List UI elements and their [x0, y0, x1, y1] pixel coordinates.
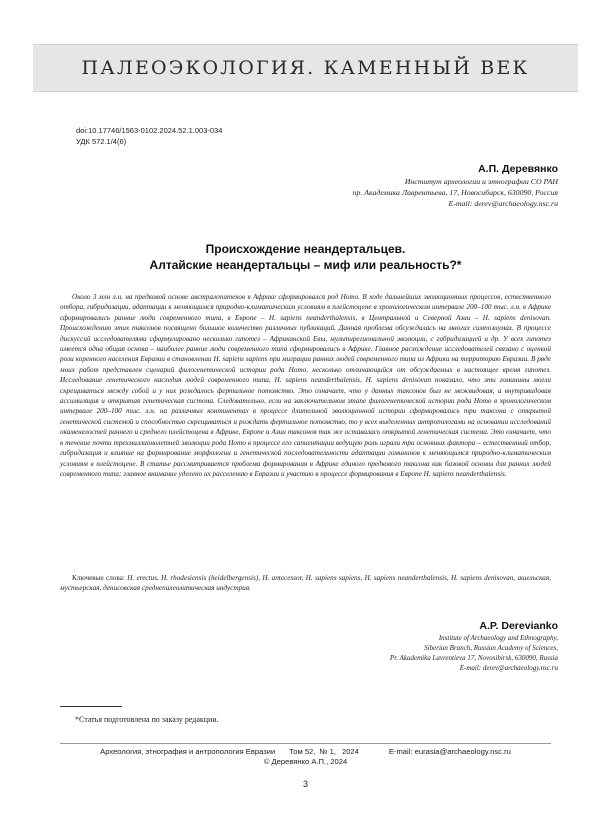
title-line-1: Происхождение неандертальцев. [205, 242, 406, 256]
title-line-2: Алтайские неандертальцы – миф или реальность?* [149, 258, 462, 272]
keywords [60, 573, 551, 594]
affiliation-ru: Институт археологии и этнографии СО РАН [404, 177, 558, 186]
address-ru: пр. Академика Лаврентьева, 17, Новосибирск, 630090, Россия [352, 188, 558, 197]
udk-text: УДК 572.1/4(6) [76, 136, 127, 146]
section-header-band [33, 44, 578, 92]
journal-name: Археология, этнография и антропология Евразии [100, 747, 276, 756]
keywords-text: H. erectus, H. rhodesiensis (heidelbergensis), H. antecessor, H. sapiens sapiens, H. sapiens neanderthalensis, H. sapiens denisovan, ашельская, мустьерская, денисовская среднепалеолитическая индустрия. [60, 574, 551, 593]
email-en: E-mail: derev@archaeology.nsc.ru [459, 664, 558, 672]
address-en: Pr. Akademika Lavrentieva 17, Novosibirsk, 630090, Russia [390, 654, 558, 662]
footer-journal-row [60, 747, 551, 757]
issue: № 1, [319, 747, 336, 756]
article-title [60, 241, 551, 273]
year: 2024 [341, 747, 359, 756]
keywords-label: Ключевые слова: [72, 574, 125, 582]
author-block-ru [353, 163, 558, 209]
page-footer [60, 747, 551, 767]
author-name-en: A.P. Derevianko [479, 620, 558, 632]
doi-text: doi:10.17746/1563-0102.2024.52.1.003-034 [76, 126, 223, 135]
footer-divider [60, 743, 551, 744]
author-block-en [390, 620, 558, 673]
copyright: © Деревянко А.П., 2024 [263, 757, 348, 766]
volume: Том 52, [289, 747, 316, 756]
footnote: *Статья подготовлена по заказу редакции. [75, 715, 219, 724]
section-title: ПАЛЕОЭКОЛОГИЯ. КАМЕННЫЙ ВЕК [81, 57, 530, 79]
email-ru: E-mail: derev@archaeology.nsc.ru [448, 199, 558, 208]
journal-email: E-mail: eurasia@archaeology.nsc.ru [388, 747, 511, 756]
article-meta [76, 126, 222, 147]
affiliation-en-1: Institute of Archaeology and Ethnography, [438, 634, 558, 642]
abstract: Около 3 млн л.н. на предковой основе австралопитеков в Африке сформировался род Homo. В ходе дальнейших эволюционных процессов, естественного отбора, гибридизации, адаптации к меняющимся природно-климатическим условиям в плейстоцене в хронологическом интервале 200–100 тыс. л.н. в Африке сформировались ранние люди современного типа, в Европе – H. sapiens neanderthalensis, в Центральной и Северной Азии – H. sapiens denisovan. Происхождению этих таксонов посвящено большое количество различных публикаций. Данная проблема обсуждалась на многих симпозиумах. В процессе дискуссий исследователями сформулировано несколько гипотез – Африканской Евы, мультирегиональной эволюции, с гибридизацией и др. У всех гипотез имеется одна общая основа – наиболее ранние люди современного типа сформировались в Африке. Главное расхождение исследователей связано с оценкой роли коренного населения Евразии в становлении H. sapiens sapiens при миграции ранних людей современного типа из Африки на территорию Евразии. В ряде моих работ представлен сценарий филогенетической истории рода Homo, несколько отличающийся от обсуждаемых в настоящее время гипотез. Исследование генетического наследия людей современного типа, H. sapiens neanderthalensis, H. sapiens denisovan показало, что эти гоминины могли скрещиваться между собой и у них рождалось фертильное потомство. Это означает, что у данных таксонов был не межвидовая, а внутривидовая ассимиляция и открытая генетическая система. Следовательно, если на заключительном этапе филогенетической истории рода Homo в хронологическом интервале 200–100 тыс. л.н. на различных континентах в процессе длительной эволюционной истории сформировались три таксона с открытой генетической системой и способностью скрещиваться и рождать фертильное потомство, то у всех выделенных антропологами на основании исследований окаменелостей раннего и среднего плейстоцена в Африке, Европе и Азии таксонов так же оставалась открытой генетическая система. Это означает, что в течение почти трехмиллионолетней эволюции рода Homo в процессе его сапиентации ведущую роль играли три основных фактора – естественный отбор, гибридизация и влияние на формирование морфологии и генетической последовательности адаптации гомининов к меняющимся природно-климатическим условиям в плейстоцене. В статье рассматривается проблема формирования в Африке единого предкового таксона как базовой основы для ранних людей современного типа; главное внимание уделено их расселению в Евразии и участию в процессе формирования в Европе H. sapiens neanderthalensis. [60, 293, 551, 478]
page-number: 3 [302, 779, 308, 789]
footnote-divider [60, 706, 122, 707]
affiliation-en-2: Siberian Branch, Russian Academy of Sciences, [424, 644, 558, 652]
author-name-ru: А.П. Деревянко [478, 163, 558, 175]
